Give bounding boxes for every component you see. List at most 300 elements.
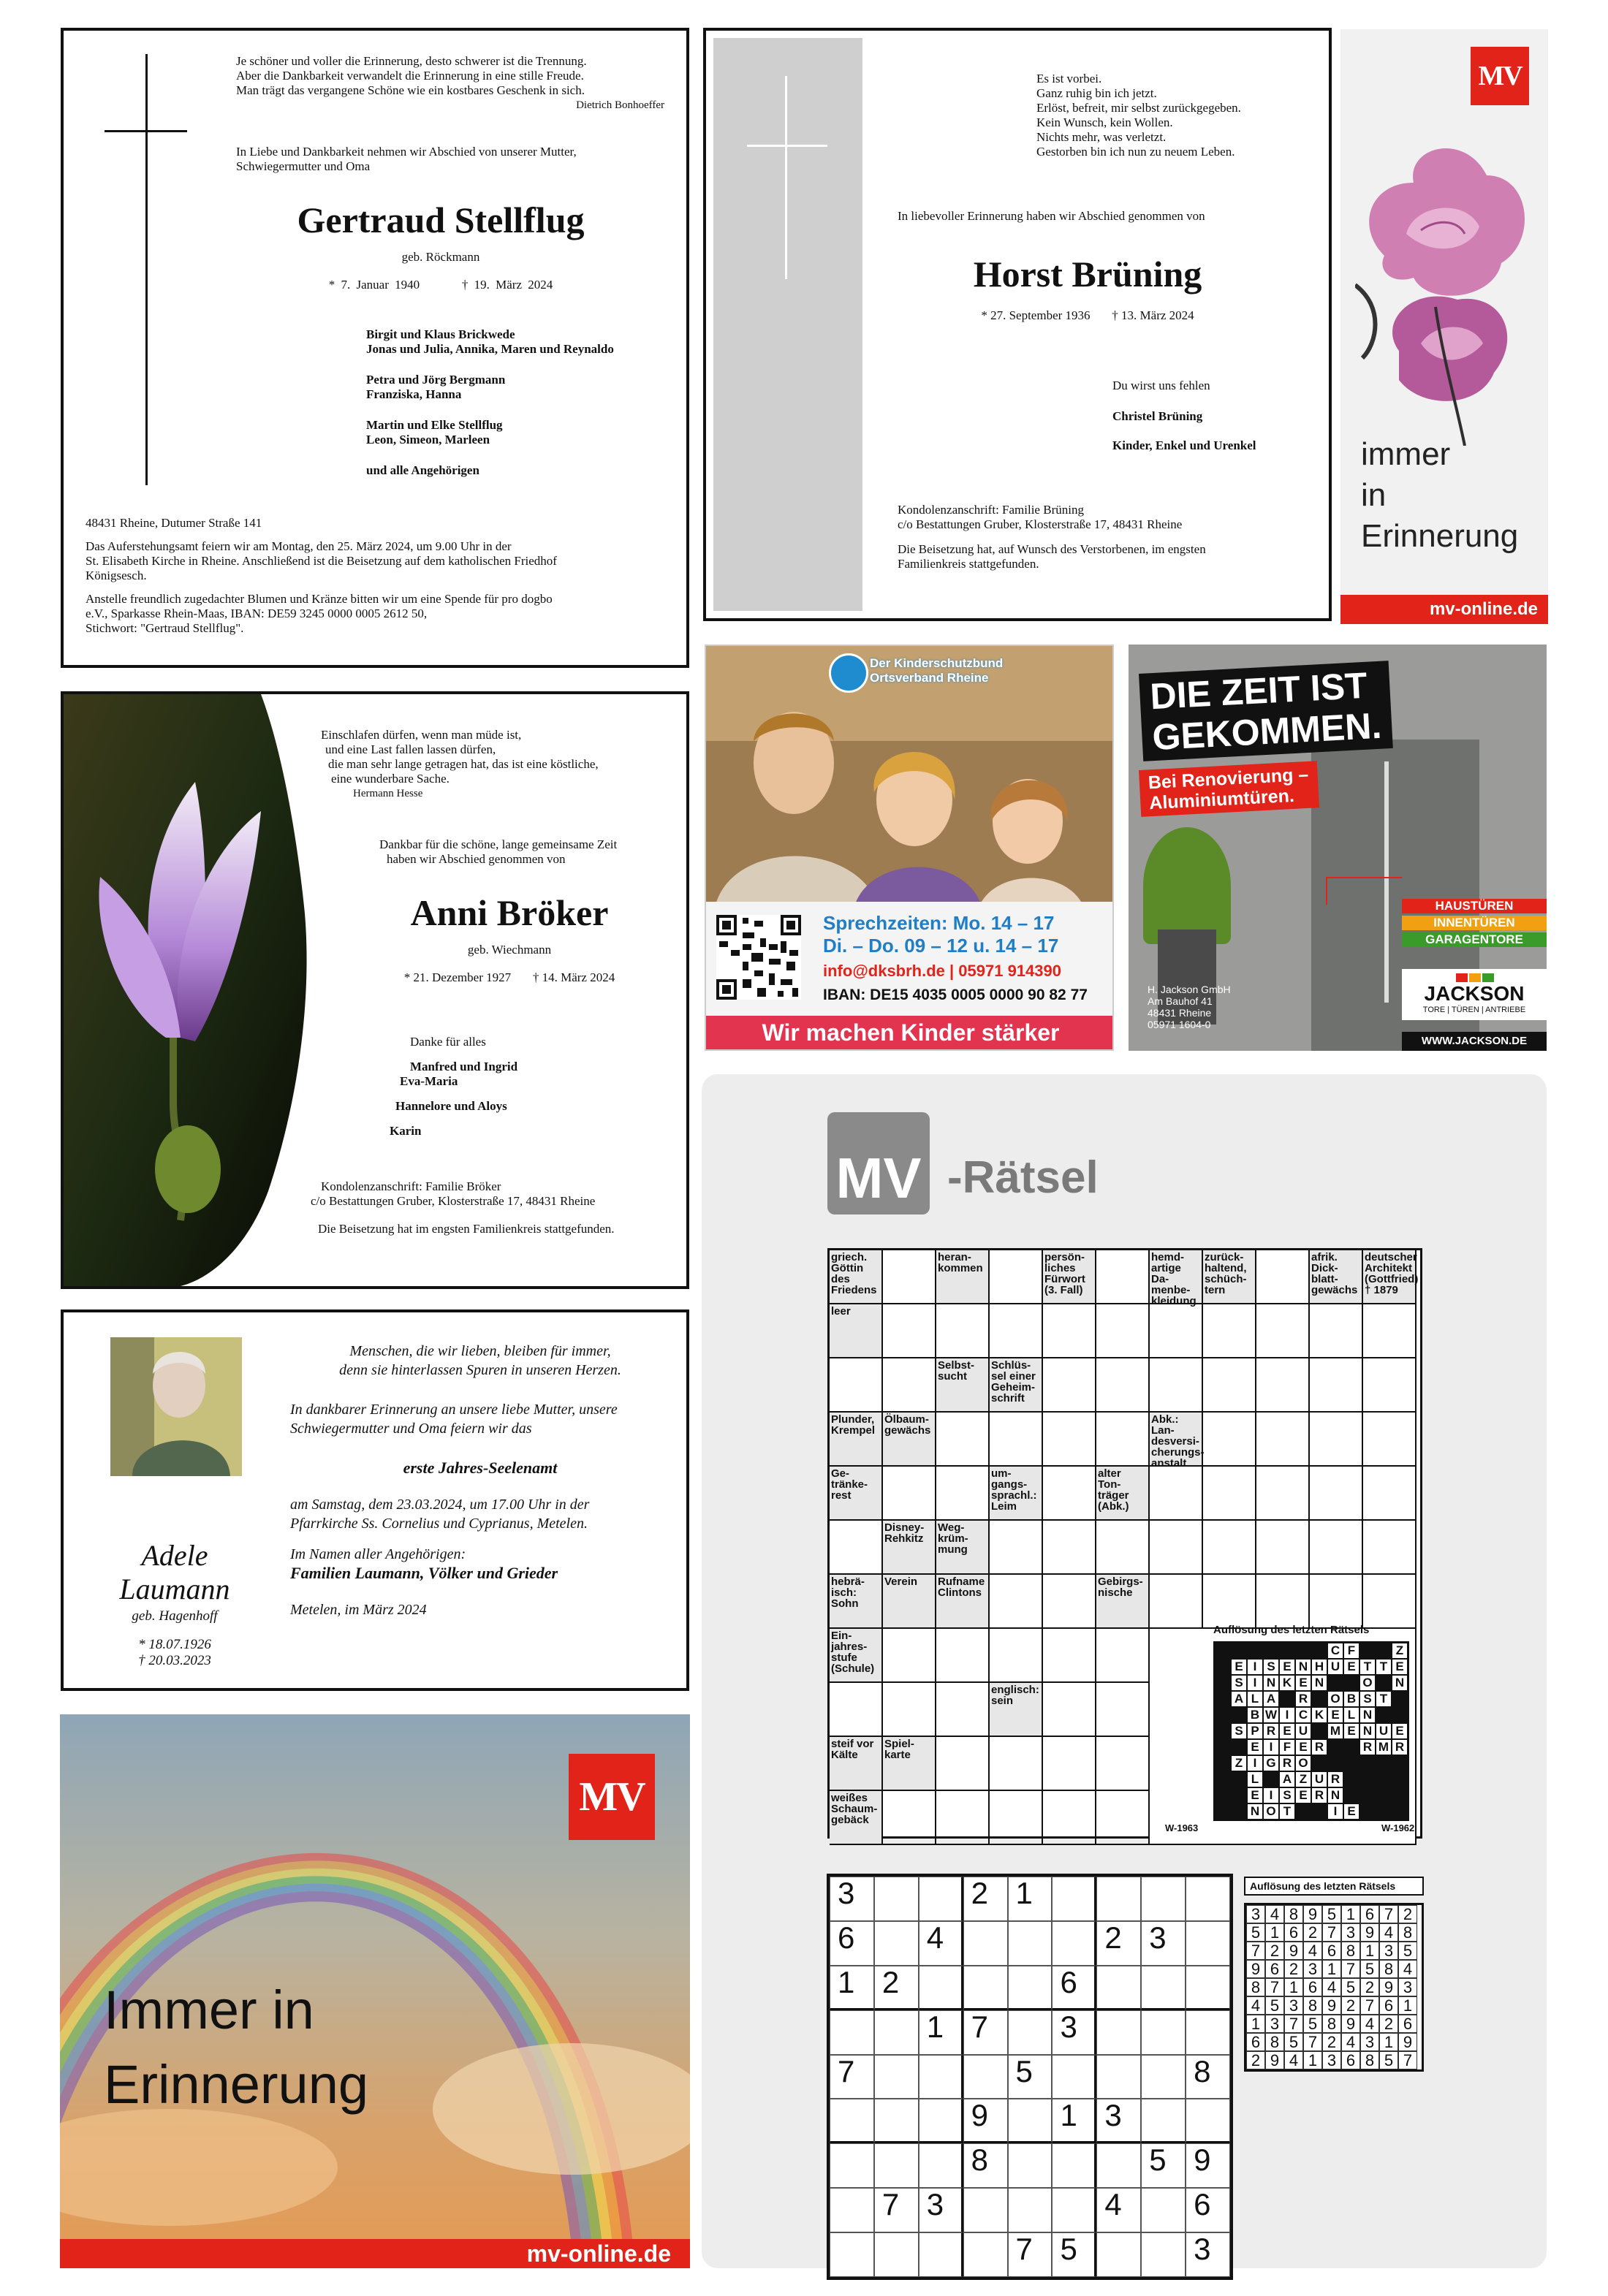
sudoku-cell[interactable] <box>874 1877 919 1921</box>
crossword-cell[interactable] <box>830 1521 883 1575</box>
crossword-cell[interactable] <box>990 1737 1043 1791</box>
headline-line: GEKOMMEN. <box>1151 704 1383 759</box>
family-line: Hannelore und Aloys <box>395 1099 507 1113</box>
sudoku-solution-cell: 5 <box>1322 1905 1341 1923</box>
contact-line: c/o Bestattungen Gruber, Klosterstraße 17, 48431 Rheine <box>311 1194 596 1208</box>
birth-name: geb. Wiechmann <box>467 943 552 957</box>
sudoku-solution-cell: 2 <box>1303 1923 1322 1942</box>
crossword-solution <box>1213 1641 1409 1821</box>
crossword-cell[interactable] <box>936 1791 990 1845</box>
ad-url[interactable]: mv-online.de <box>1429 599 1538 619</box>
solution-cell: O <box>1327 1691 1343 1707</box>
sudoku-cell[interactable]: 5 <box>1141 2143 1186 2188</box>
death-date: † 20.03.2023 <box>138 1653 211 1668</box>
sudoku-solution-cell: 8 <box>1265 2033 1284 2051</box>
sudoku-cell[interactable]: 1 <box>830 1966 874 2010</box>
last-name: Laumann <box>119 1573 230 1605</box>
mv-side-ad[interactable] <box>1340 29 1548 624</box>
solution-cell <box>1376 1643 1392 1659</box>
sudoku-cell[interactable] <box>874 1921 919 1966</box>
sudoku-cell[interactable]: 6 <box>830 1921 874 1966</box>
sudoku-solution-box <box>1244 1877 1424 2072</box>
solution-cell <box>1376 1803 1392 1820</box>
sudoku-solution-cell: 5 <box>1360 1960 1379 1978</box>
solution-cell <box>1295 1803 1311 1820</box>
sudoku-cell[interactable] <box>1052 2188 1096 2232</box>
sudoku-solution-cell: 7 <box>1398 2051 1417 2069</box>
crossword-cell[interactable] <box>990 1575 1043 1629</box>
sudoku-solution-cell: 9 <box>1303 1905 1322 1923</box>
sudoku-cell[interactable] <box>963 2055 1008 2099</box>
sudoku-cell[interactable]: 1 <box>1008 1877 1053 1921</box>
crossword-cell[interactable] <box>936 1467 990 1521</box>
crossword-clue: afrik. Dick-blatt-gewächs <box>1310 1250 1363 1304</box>
crossword-code: W-1963 <box>1165 1822 1199 1833</box>
family-line: Leon, Simeon, Marleen <box>366 433 490 446</box>
sudoku-solution-cell: 4 <box>1284 2051 1303 2069</box>
solution-cell: U <box>1327 1659 1343 1675</box>
sudoku-cell[interactable] <box>1096 1966 1141 2010</box>
crossword-cell[interactable] <box>1043 1737 1096 1791</box>
solution-cell <box>1376 1755 1392 1771</box>
birth-date: * 7. Januar 1940 <box>328 278 420 292</box>
sudoku-cell[interactable]: 3 <box>1096 2099 1141 2143</box>
sudoku-solution-cell: 2 <box>1322 2033 1341 2051</box>
family-line: Birgit und Klaus Brickwede <box>366 327 515 341</box>
solution-cell: E <box>1247 1739 1263 1755</box>
crossword-cell[interactable] <box>1150 1521 1203 1575</box>
crossword-clue: Weg-krüm-mung <box>936 1521 990 1575</box>
crossword-cell[interactable] <box>1096 1521 1150 1575</box>
sudoku-cell[interactable]: 3 <box>830 1877 874 1921</box>
crossword-cell[interactable] <box>1043 1304 1096 1358</box>
solution-cell: F <box>1279 1739 1295 1755</box>
sub-line: Bei Renovierung – <box>1148 764 1309 794</box>
crossword-cell[interactable] <box>1363 1467 1417 1521</box>
sudoku-cell[interactable] <box>1096 2232 1141 2277</box>
solution-cell: S <box>1263 1659 1279 1675</box>
sudoku-grid[interactable] <box>827 1874 1233 2280</box>
sudoku-cell[interactable]: 7 <box>874 2188 919 2232</box>
quote-line: denn sie hinterlassen Spuren in unseren Herzen. <box>339 1362 621 1378</box>
crossword-cell[interactable] <box>990 1304 1043 1358</box>
sudoku-cell[interactable] <box>1141 2188 1186 2232</box>
sudoku-solution-cell: 5 <box>1265 1996 1284 2015</box>
crossword-cell[interactable] <box>1363 1521 1417 1575</box>
obituary-bruening <box>703 28 1332 621</box>
sudoku-cell[interactable]: 4 <box>919 1921 963 1966</box>
sudoku-cell[interactable]: 7 <box>963 2010 1008 2055</box>
solution-cell <box>1359 1771 1376 1787</box>
crossword-cell[interactable] <box>936 1683 990 1737</box>
sudoku-cell[interactable] <box>1186 1921 1230 1966</box>
solution-cell: G <box>1263 1755 1279 1771</box>
crossword-cell[interactable] <box>883 1304 936 1358</box>
sudoku-cell[interactable]: 4 <box>1096 2188 1141 2232</box>
crossword-cell[interactable] <box>1203 1413 1256 1467</box>
crossword-cell[interactable] <box>1096 1791 1150 1845</box>
sudoku-cell[interactable] <box>963 1966 1008 2010</box>
sudoku-solution-cell: 1 <box>1379 2033 1398 2051</box>
solution-cell <box>1231 1707 1247 1723</box>
sudoku-solution-cell: 2 <box>1398 1905 1417 1923</box>
crossword-cell[interactable] <box>883 1683 936 1737</box>
crossword-cell[interactable] <box>1203 1467 1256 1521</box>
mv-rainbow-ad[interactable] <box>60 1714 690 2268</box>
sudoku-cell[interactable]: 1 <box>1052 2099 1096 2143</box>
sudoku-cell[interactable]: 9 <box>963 2099 1008 2143</box>
poem-line: Es ist vorbei. <box>1036 72 1102 85</box>
sudoku-solution-cell: 8 <box>1379 1960 1398 1978</box>
sudoku-cell[interactable] <box>1141 2010 1186 2055</box>
crossword-cell[interactable] <box>1203 1304 1256 1358</box>
jackson-ad[interactable] <box>1129 645 1547 1051</box>
sudoku-cell[interactable] <box>1096 1877 1141 1921</box>
sudoku-cell[interactable] <box>1186 2010 1230 2055</box>
burial-text: Die Beisetzung hat im engsten Familienkreis stattgefunden. <box>318 1222 615 1236</box>
contact-line: c/o Bestattungen Gruber, Klosterstraße 17, 48431 Rheine <box>898 517 1183 531</box>
crossword-cell[interactable] <box>1043 1413 1096 1467</box>
sudoku-cell[interactable] <box>1008 1966 1053 2010</box>
crossword-cell[interactable] <box>830 1683 883 1737</box>
solution-cell <box>1359 1787 1376 1803</box>
sudoku-cell[interactable]: 2 <box>1096 1921 1141 1966</box>
sudoku-cell[interactable] <box>1052 2055 1096 2099</box>
product-label: INNENTÜREN <box>1402 916 1547 930</box>
crossword-cell[interactable] <box>1096 1304 1150 1358</box>
sudoku-cell[interactable] <box>830 2099 874 2143</box>
solution-cell <box>1231 1643 1247 1659</box>
crossword-cell[interactable] <box>883 1791 936 1845</box>
org-line: Ortsverband Rheine <box>870 671 989 685</box>
crossword-cell[interactable] <box>1096 1683 1150 1737</box>
poem-author: Hermann Hesse <box>353 788 423 799</box>
crossword-cell[interactable] <box>1310 1304 1363 1358</box>
sudoku-solution-cell: 1 <box>1246 2015 1265 2033</box>
puzzle-title: -Rätsel <box>947 1152 1099 1203</box>
sudoku-cell[interactable] <box>1008 2188 1053 2232</box>
sudoku-solution-cell: 3 <box>1379 1942 1398 1960</box>
sudoku-cell[interactable]: 8 <box>963 2143 1008 2188</box>
crossword-cell[interactable] <box>936 1413 990 1467</box>
birth-date: * 18.07.1926 <box>138 1637 211 1652</box>
crossword-cell[interactable] <box>1096 1250 1150 1304</box>
sudoku-cell[interactable]: 2 <box>874 1966 919 2010</box>
crossword-cell[interactable] <box>883 1358 936 1413</box>
sudoku-cell[interactable] <box>1096 2055 1141 2099</box>
sudoku-cell[interactable] <box>1141 1877 1186 1921</box>
crossword-cell[interactable] <box>1310 1467 1363 1521</box>
crossword-cell[interactable] <box>1310 1413 1363 1467</box>
sudoku-cell[interactable]: 3 <box>919 2188 963 2232</box>
crossword-cell[interactable] <box>1096 1413 1150 1467</box>
crossword-cell[interactable] <box>1150 1304 1203 1358</box>
sudoku-cell[interactable]: 7 <box>830 2055 874 2099</box>
sudoku-cell[interactable] <box>1008 2010 1053 2055</box>
crossword-cell[interactable] <box>1256 1575 1310 1629</box>
sudoku-cell[interactable]: 3 <box>1052 2010 1096 2055</box>
sudoku-cell[interactable] <box>830 2143 874 2188</box>
sudoku-cell[interactable]: 6 <box>1186 2188 1230 2232</box>
sudoku-cell[interactable] <box>919 1877 963 1921</box>
sudoku-cell[interactable] <box>963 2188 1008 2232</box>
sudoku-cell[interactable] <box>1186 2099 1230 2143</box>
sudoku-cell[interactable] <box>1052 1921 1096 1966</box>
sudoku-cell[interactable]: 5 <box>1052 2232 1096 2277</box>
solution-cell: L <box>1247 1691 1263 1707</box>
crossword-cell[interactable] <box>1363 1358 1417 1413</box>
solution-cell: I <box>1263 1787 1279 1803</box>
ad-footer <box>1340 595 1548 624</box>
poem-line: Gestorben bin ich nun zu neuem Leben. <box>1036 145 1235 159</box>
sudoku-solution-cell: 4 <box>1398 1960 1417 1978</box>
sudoku-cell[interactable] <box>830 2010 874 2055</box>
crossword-cell[interactable] <box>1203 1521 1256 1575</box>
solution-cell <box>1311 1723 1327 1739</box>
solution-cell <box>1215 1659 1231 1675</box>
crossword-cell[interactable] <box>1150 1575 1203 1629</box>
crossword-cell[interactable] <box>1043 1358 1096 1413</box>
solution-cell: E <box>1295 1675 1311 1691</box>
sudoku-cell[interactable] <box>1141 2055 1186 2099</box>
sudoku-cell[interactable] <box>1141 2232 1186 2277</box>
kinderschutzbund-ad[interactable] <box>705 645 1114 1051</box>
sudoku-solution-cell: 8 <box>1284 1905 1303 1923</box>
crossword-cell[interactable] <box>1096 1737 1150 1791</box>
sudoku-cell[interactable] <box>919 1966 963 2010</box>
crossword-cell[interactable] <box>990 1521 1043 1575</box>
address-line: 05971 1604-0 <box>1148 1019 1211 1030</box>
crossword-cell[interactable] <box>936 1629 990 1683</box>
solution-cell <box>1215 1771 1231 1787</box>
solution-cell: A <box>1263 1691 1279 1707</box>
intro-line: Schwiegermutter und Oma <box>236 159 371 173</box>
solution-cell: O <box>1359 1675 1376 1691</box>
sudoku-cell[interactable] <box>1052 2143 1096 2188</box>
crossword-cell[interactable] <box>1043 1521 1096 1575</box>
donation-line: Stichwort: "Gertraud Stellflug". <box>86 621 244 635</box>
solution-cell <box>1327 1739 1343 1755</box>
sudoku-cell[interactable] <box>1186 1966 1230 2010</box>
sudoku-solution-cell: 9 <box>1284 1942 1303 1960</box>
crossword-cell[interactable] <box>1363 1304 1417 1358</box>
sudoku-cell[interactable] <box>830 2232 874 2277</box>
sudoku-solution-cell: 4 <box>1360 2015 1379 2033</box>
solution-cell <box>1392 1787 1408 1803</box>
sudoku-cell[interactable]: 6 <box>1052 1966 1096 2010</box>
solution-cell <box>1263 1643 1279 1659</box>
crossword-cell[interactable] <box>1256 1358 1310 1413</box>
sudoku-solution-title: Auflösung des letzten Rätsels <box>1244 1877 1424 1896</box>
family-line: Martin und Elke Stellflug <box>366 418 503 432</box>
families: Familien Laumann, Völker und Grieder <box>290 1564 558 1582</box>
solution-cell: N <box>1359 1723 1376 1739</box>
sudoku-solution-cell: 9 <box>1360 1923 1379 1942</box>
solution-cell <box>1215 1755 1231 1771</box>
sudoku-cell[interactable]: 8 <box>1186 2055 1230 2099</box>
crossword-cell[interactable] <box>1256 1250 1310 1304</box>
sudoku-cell[interactable] <box>874 2232 919 2277</box>
sudoku-solution-cell: 4 <box>1379 1923 1398 1942</box>
crossword-cell[interactable] <box>1363 1413 1417 1467</box>
solution-cell <box>1343 1675 1359 1691</box>
rose-image <box>1355 102 1545 446</box>
missing-text: Du wirst uns fehlen <box>1112 379 1210 392</box>
sudoku-cell[interactable] <box>1141 1966 1186 2010</box>
sudoku-cell[interactable]: 3 <box>1141 1921 1186 1966</box>
sudoku-cell[interactable] <box>919 2143 963 2188</box>
crossword-clue: Rufname Clintons <box>936 1575 990 1629</box>
sudoku-cell[interactable] <box>1008 2099 1053 2143</box>
crossword-cell[interactable] <box>1310 1521 1363 1575</box>
death-date: † 14. März 2024 <box>532 970 615 984</box>
crossword-cell[interactable] <box>936 1737 990 1791</box>
crossword-clue: hebrä-isch: Sohn <box>830 1575 883 1629</box>
sudoku-cell[interactable] <box>830 2188 874 2232</box>
crossword-cell[interactable] <box>990 1791 1043 1845</box>
crossword-cell[interactable] <box>1203 1358 1256 1413</box>
sudoku-solution-cell: 7 <box>1322 1923 1341 1942</box>
family-photo <box>706 646 1114 916</box>
ad-text-line: Immer in <box>104 1980 314 2040</box>
solution-cell: I <box>1247 1659 1263 1675</box>
ad-text-line: Erinnerung <box>1361 518 1519 554</box>
obituary-laumann <box>61 1309 689 1691</box>
jackson-url[interactable]: WWW.JACKSON.DE <box>1402 1032 1547 1051</box>
sudoku-solution-cell: 5 <box>1246 1923 1265 1942</box>
poem-line: Erlöst, befreit, mir selbst zurückgegeben. <box>1036 101 1241 115</box>
crossword-cell[interactable] <box>883 1467 936 1521</box>
crossword-cell[interactable] <box>883 1629 936 1683</box>
solution-cell: B <box>1247 1707 1263 1723</box>
sudoku-cell[interactable] <box>874 2099 919 2143</box>
solution-cell <box>1392 1755 1408 1771</box>
sudoku-cell[interactable] <box>874 2055 919 2099</box>
sudoku-solution-cell: 2 <box>1284 1960 1303 1978</box>
crossword-cell[interactable] <box>1203 1575 1256 1629</box>
sudoku-solution-cell: 3 <box>1398 1978 1417 1996</box>
family-line: Karin <box>390 1124 422 1138</box>
crossword-cell[interactable] <box>1363 1575 1417 1629</box>
crossword-cell[interactable] <box>990 1413 1043 1467</box>
crossword-clue: Ein-jahres-stufe (Schule) <box>830 1629 883 1683</box>
crossword-cell[interactable] <box>1043 1467 1096 1521</box>
family-line: Petra und Jörg Bergmann <box>366 373 506 387</box>
crossword-cell[interactable] <box>936 1304 990 1358</box>
sudoku-cell[interactable] <box>963 1921 1008 1966</box>
crossword-cell[interactable] <box>1256 1413 1310 1467</box>
crossword-clue: griech. Göttin des Friedens <box>830 1250 883 1304</box>
quote-author: Dietrich Bonhoeffer <box>576 99 664 111</box>
crossword-clue: Ge-tränke-rest <box>830 1467 883 1521</box>
sudoku-cell[interactable] <box>1052 1877 1096 1921</box>
crossword-cell[interactable] <box>1096 1629 1150 1683</box>
sudoku-cell[interactable] <box>1096 2143 1141 2188</box>
crossword-cell[interactable] <box>1043 1683 1096 1737</box>
sudoku-cell[interactable] <box>1096 2010 1141 2055</box>
crossword-cell[interactable] <box>990 1629 1043 1683</box>
donation-line: Anstelle freundlich zugedachter Blumen und Kränze bitten wir um eine Spende für pro dogbo <box>86 592 553 606</box>
sudoku-solution-cell: 2 <box>1265 1942 1284 1960</box>
solution-cell <box>1311 1643 1327 1659</box>
crossword-clue: steif vor Kälte <box>830 1737 883 1791</box>
sudoku-cell[interactable] <box>1186 1877 1230 1921</box>
sudoku-solution-cell: 6 <box>1303 1978 1322 1996</box>
sudoku-cell[interactable] <box>1008 1921 1053 1966</box>
solution-cell: I <box>1247 1675 1263 1691</box>
ad-url[interactable]: mv-online.de <box>526 2240 671 2267</box>
crossword-cell[interactable] <box>1256 1467 1310 1521</box>
solution-cell: S <box>1231 1723 1247 1739</box>
sudoku-cell[interactable] <box>919 2099 963 2143</box>
birth-date: * 21. Dezember 1927 <box>403 970 512 984</box>
sudoku-cell[interactable] <box>963 2232 1008 2277</box>
sudoku-solution-cell: 3 <box>1265 2015 1284 2033</box>
sudoku-cell[interactable] <box>1141 2099 1186 2143</box>
donation-line: e.V., Sparkasse Rhein-Maas, IBAN: DE59 3245 0000 0005 2612 50, <box>86 607 428 620</box>
crossword-clue: persön-liches Fürwort (3. Fall) <box>1043 1250 1096 1304</box>
crossword-cell[interactable] <box>1150 1467 1203 1521</box>
solution-cell: I <box>1279 1707 1295 1723</box>
address-line: Am Bauhof 41 <box>1148 995 1213 1007</box>
sudoku-solution-cell: 3 <box>1341 1923 1360 1942</box>
crossword-cell[interactable] <box>990 1250 1043 1304</box>
sudoku-cell[interactable]: 3 <box>1186 2232 1230 2277</box>
crossword-cell[interactable] <box>1043 1575 1096 1629</box>
solution-cell <box>1359 1803 1376 1820</box>
poem-line: Ganz ruhig bin ich jetzt. <box>1036 86 1157 100</box>
sudoku-cell[interactable] <box>874 2143 919 2188</box>
sudoku-solution-cell: 7 <box>1284 2015 1303 2033</box>
brand-sub: TORE | TÜREN | ANTRIEBE <box>1422 1006 1526 1014</box>
sudoku-cell[interactable]: 7 <box>1008 2232 1053 2277</box>
solution-cell <box>1343 1739 1359 1755</box>
solution-cell <box>1311 1803 1327 1820</box>
sudoku-solution-cell: 6 <box>1322 1942 1341 1960</box>
sudoku-cell[interactable]: 1 <box>919 2010 963 2055</box>
sudoku-cell[interactable] <box>1008 2143 1053 2188</box>
sudoku-cell[interactable]: 9 <box>1186 2143 1230 2188</box>
crossword-cell[interactable] <box>1256 1304 1310 1358</box>
solution-title: Auflösung des letzten Rätsels <box>1213 1624 1370 1636</box>
sudoku-cell[interactable] <box>919 2232 963 2277</box>
crossword-cell[interactable] <box>1043 1791 1096 1845</box>
solution-cell: I <box>1327 1803 1343 1820</box>
sudoku-cell[interactable]: 2 <box>963 1877 1008 1921</box>
crossword-clue: Verein <box>883 1575 936 1629</box>
crossword-cell[interactable] <box>830 1358 883 1413</box>
quote-line: Menschen, die wir lieben, bleiben für immer, <box>349 1343 611 1359</box>
crossword-cell[interactable] <box>883 1250 936 1304</box>
solution-cell: O <box>1295 1755 1311 1771</box>
crossword-cell[interactable] <box>1096 1358 1150 1413</box>
sudoku-solution-cell: 4 <box>1246 1996 1265 2015</box>
crossword-cell[interactable] <box>1043 1629 1096 1683</box>
sudoku-solution-cell: 9 <box>1379 1978 1398 1996</box>
solution-cell: N <box>1311 1675 1327 1691</box>
crossword-cell[interactable] <box>1150 1358 1203 1413</box>
sudoku-cell[interactable] <box>874 2010 919 2055</box>
crossword-cell[interactable] <box>1310 1358 1363 1413</box>
crossword-cell[interactable] <box>1310 1575 1363 1629</box>
sudoku-cell[interactable]: 5 <box>1008 2055 1053 2099</box>
solution-cell: T <box>1359 1659 1376 1675</box>
family-line: Franziska, Hanna <box>366 387 462 401</box>
crossword-clue: hemd-artige Da-menbe-kleidung <box>1150 1250 1203 1304</box>
crossword-cell[interactable] <box>1256 1521 1310 1575</box>
contact-info[interactable]: info@dksbrh.de | 05971 914390 <box>823 962 1061 980</box>
sudoku-cell[interactable] <box>919 2055 963 2099</box>
